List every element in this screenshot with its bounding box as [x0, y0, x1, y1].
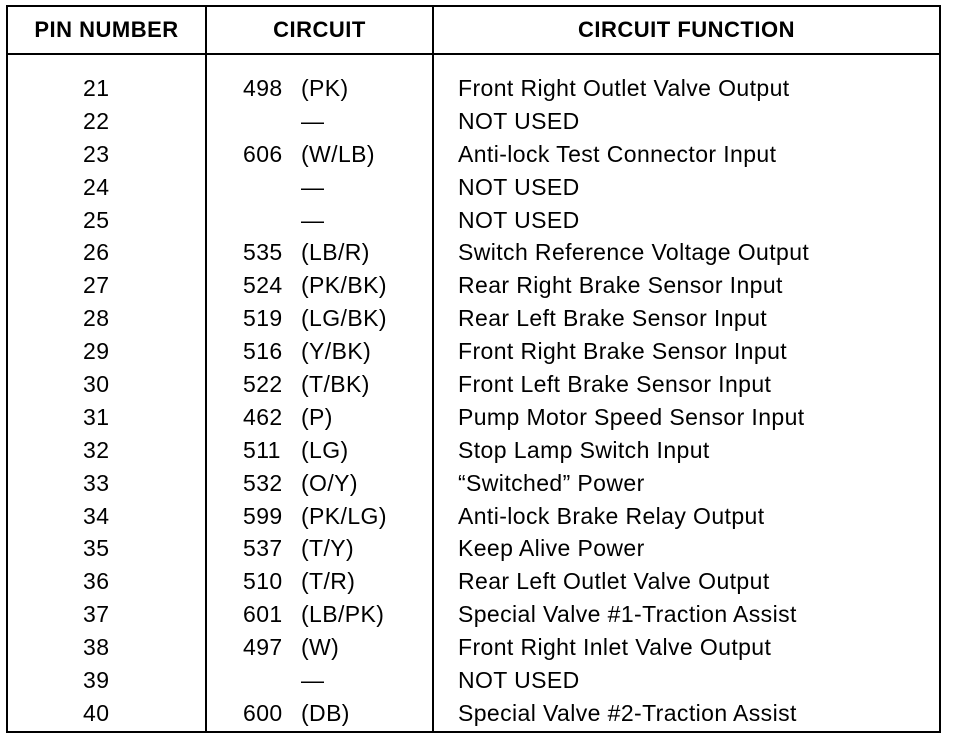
circuit-cell: [207, 401, 432, 434]
circuit-cell: [207, 500, 432, 533]
circuit-color-code: (LB/R): [301, 239, 370, 266]
pin-table: [6, 5, 941, 733]
circuit-function-cell: Front Right Brake Sensor Input: [458, 338, 788, 365]
circuit-number: 516: [243, 338, 283, 365]
pin-number-cell: 30: [83, 371, 110, 398]
pin-number-column: [8, 55, 207, 731]
header-pin-number: PIN NUMBER: [8, 7, 207, 55]
circuit-function-cell: Keep Alive Power: [458, 535, 645, 562]
circuit-cell: [207, 565, 432, 598]
circuit-function-cell: Front Right Outlet Valve Output: [458, 75, 790, 101]
circuit-function-cell: Pump Motor Speed Sensor Input: [458, 403, 805, 430]
circuit-cell: [207, 467, 432, 500]
circuit-number: 601: [243, 601, 283, 628]
circuit-number: 532: [243, 469, 283, 496]
circuit-number: 511: [243, 436, 281, 463]
pin-number-cell: 25: [83, 206, 110, 233]
circuit-color-code: (LB/PK): [301, 601, 385, 628]
circuit-color-code: (W): [301, 634, 340, 661]
circuit-number: 522: [243, 371, 283, 398]
pin-number-cell: 31: [83, 403, 110, 430]
circuit-color-code: (T/BK): [301, 371, 370, 398]
circuit-cell: [207, 335, 432, 368]
circuit-cell: [207, 72, 432, 105]
circuit-column: [207, 55, 434, 731]
circuit-cell: [207, 434, 432, 467]
circuit-color-code: —: [301, 173, 325, 200]
circuit-color-code: —: [301, 667, 325, 694]
circuit-function-cell: Stop Lamp Switch Input: [458, 436, 710, 463]
pin-number-cell: 28: [83, 305, 110, 332]
circuit-color-code: (Y/BK): [301, 338, 372, 365]
circuit-number: 537: [243, 535, 283, 562]
circuit-color-code: (T/Y): [301, 535, 355, 562]
circuit-cell: [207, 204, 432, 237]
circuit-number: 497: [243, 634, 283, 661]
header-circuit-function: CIRCUIT FUNCTION: [434, 7, 939, 55]
circuit-number: 524: [243, 272, 283, 299]
circuit-color-code: (PK): [301, 75, 349, 101]
circuit-cell: [207, 105, 432, 138]
circuit-number: 600: [243, 699, 283, 726]
circuit-function-cell: NOT USED: [458, 206, 580, 233]
circuit-color-code: (O/Y): [301, 469, 358, 496]
circuit-function-cell: Rear Left Brake Sensor Input: [458, 305, 768, 332]
circuit-function-cell: Front Left Brake Sensor Input: [458, 371, 772, 398]
circuit-function-cell: Rear Left Outlet Valve Output: [458, 568, 770, 595]
pin-number-cell: 22: [83, 107, 110, 134]
circuit-number: 462: [243, 403, 283, 430]
circuit-number: 510: [243, 568, 283, 595]
pin-number-cell: 32: [83, 436, 110, 463]
pin-number-cell: 29: [83, 338, 110, 365]
pin-number-cell: 26: [83, 239, 110, 266]
circuit-function-cell: Switch Reference Voltage Output: [458, 239, 810, 266]
circuit-color-code: (LG): [301, 436, 349, 463]
circuit-cell: [207, 664, 432, 697]
circuit-function-cell: Anti-lock Test Connector Input: [458, 140, 777, 167]
circuit-number: 519: [243, 305, 283, 332]
circuit-number: 599: [243, 502, 283, 529]
circuit-color-code: (P): [301, 403, 333, 430]
pin-number-cell: 35: [83, 535, 110, 562]
circuit-color-code: (PK/LG): [301, 502, 387, 529]
circuit-function-cell: NOT USED: [458, 107, 580, 134]
pin-number-cell: 36: [83, 568, 110, 595]
circuit-cell: [207, 138, 432, 171]
circuit-cell: [207, 697, 432, 730]
circuit-color-code: (DB): [301, 699, 350, 726]
circuit-function-cell: Rear Right Brake Sensor Input: [458, 272, 783, 299]
circuit-cell: [207, 171, 432, 204]
circuit-cell: [207, 368, 432, 401]
circuit-function-cell: NOT USED: [458, 667, 580, 694]
circuit-color-code: (T/R): [301, 568, 356, 595]
circuit-function-cell: “Switched” Power: [458, 469, 645, 496]
circuit-color-code: —: [301, 206, 325, 233]
circuit-color-code: —: [301, 107, 325, 134]
pin-number-cell: 34: [83, 502, 110, 529]
pin-number-cell: 27: [83, 272, 110, 299]
circuit-color-code: (PK/BK): [301, 272, 387, 299]
header-circuit: CIRCUIT: [207, 7, 434, 55]
circuit-number: 498: [243, 75, 283, 101]
circuit-function-cell: Front Right Inlet Valve Output: [458, 634, 772, 661]
circuit-cell: [207, 631, 432, 664]
pin-table-grid: [8, 7, 939, 731]
circuit-function-cell: NOT USED: [458, 173, 580, 200]
pin-number-cell: 21: [83, 75, 110, 101]
circuit-cell: [207, 302, 432, 335]
circuit-cell: [207, 598, 432, 631]
circuit-function-cell: Anti-lock Brake Relay Output: [458, 502, 765, 529]
circuit-function-column: [434, 55, 939, 731]
pin-number-cell: 37: [83, 601, 110, 628]
circuit-function-cell: Special Valve #1-Traction Assist: [458, 601, 797, 628]
circuit-function-cell: Special Valve #2-Traction Assist: [458, 699, 797, 726]
pin-number-cell: 24: [83, 173, 110, 200]
pin-number-cell: 38: [83, 634, 110, 661]
pin-number-cell: 33: [83, 469, 110, 496]
circuit-number: 606: [243, 140, 283, 167]
circuit-cell: [207, 532, 432, 565]
circuit-color-code: (LG/BK): [301, 305, 387, 332]
circuit-number: 535: [243, 239, 283, 266]
pin-number-cell: 39: [83, 667, 110, 694]
pin-number-cell: 23: [83, 140, 110, 167]
circuit-color-code: (W/LB): [301, 140, 375, 167]
circuit-cell: [207, 269, 432, 302]
circuit-cell: [207, 236, 432, 269]
pin-number-cell: 40: [83, 699, 110, 726]
